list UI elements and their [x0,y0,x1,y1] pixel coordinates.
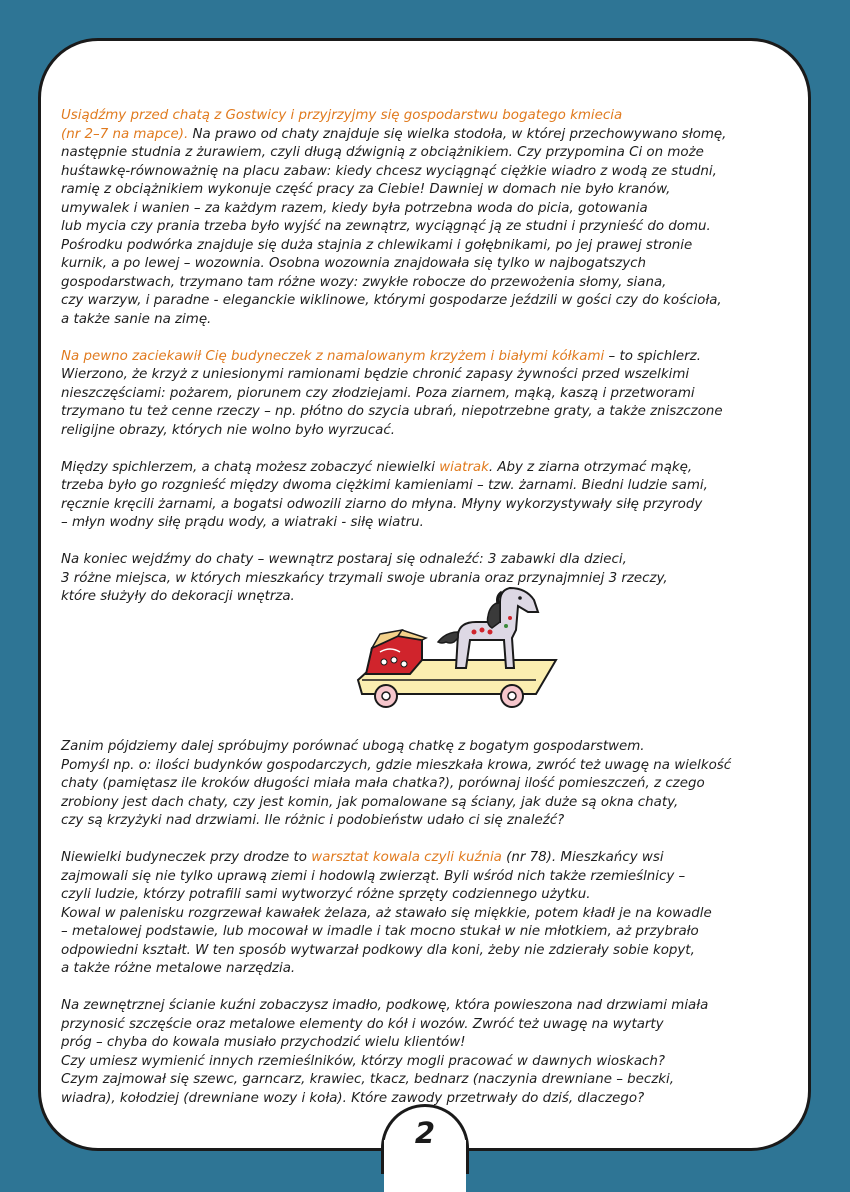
paragraph-cottage-task: Na koniec wejdźmy do chaty – wewnątrz postaraj się odnaleźć: 3 zabawki dla dzieci, 3 różne miejsca, w których mieszkańcy trzymali swoje ubrania oraz przynajmniej 3 rzeczy, które służyły do dekoracji wnętrza. [61,552,668,604]
toy-horse-cart-icon [350,582,560,722]
highlight-farmstead: Usiądźmy przed chatą z Gostwicy i przyjrzyjmy się gospodarstwu bogatego kmiecia (nr 2–7 na mapce). [61,108,623,142]
paragraph-windmill: Między spichlerzem, a chatą możesz zobaczyć niewielki wiatrak. Aby z ziarna otrzymać mąkę, trzeba było go rozgnieść między dwoma ciężkimi kamieniami – tzw. żarnami. Biedni ludzie sami, ręcznie kręcili żarnami, a bogatsi odwozili ziarno do młyna. Młyny wykorzystywały siłę przyrody – młyn wodny siłę prądu wody, a wiatraki - siłę wiatru. [61,459,708,530]
text-section-bottom [61,738,801,1127]
paragraph-craftsmen: Na zewnętrznej ścianie kuźni zobaczysz imadło, podkowę, która powieszona nad drzwiami miała przynosić szczęście oraz metalowe elementy do kół i wozów. Zwróć też uwagę na wytarty próg – chyba do kowala musiało przychodzić wielu klientów! Czy umiesz wymienić innych rzemieślników, którzy mogli pracować w dawnych wioskach? Czym zajmował się szewc, garncarz, krawiec, tkacz, bednarz (naczynia drewniane – beczki, wiadra), kołodziej (drewniane wozy i koła). Które zawody przetrwały do dziś, dlaczego? [61,998,709,1106]
highlight-forge: warsztat kowala czyli kuźnia [311,850,502,865]
paragraph-forge: Niewielki budyneczek przy drodze to warsztat kowala czyli kuźnia (nr 78). Mieszkańcy wsi zajmowali się nie tylko uprawą ziemi i hodowlą zwierząt. Byli wśród nich także rzemieślnicy – czyli ludzie, którzy potrafili sami wytworzyć różne sprzęty codziennego użytku. Kowal w palenisku rozgrzewał kawałek żelaza, aż stawało się miękkie, potem kładł je na kowadle – metalowej podstawie, lub mocował w imadle i tak mocno stukał w nie młotkiem, aż przybrało odpowiedni kształt. W ten sposób wytwarzał podkowy dla koni, żeby nie zdzierały sobie kopyt, a także różne metalowe narzędzia. [61,850,712,976]
highlight-windmill: wiatrak [439,459,489,475]
paragraph-granary: Na pewno zaciekawił Cię budyneczek z namalowanym krzyżem i białymi kółkami – to spichlerz. Wierzono, że krzyż z uniesionymi ramionami będzie chronić zapasy żywności przed wszelkimi nieszczęściami: pożarem, piorunem czy złodziejami. Poza ziarnem, mąką, kaszą i przetworami trzymano tu też cenne rzeczy – np. płótno do szycia ubrań, niepotrzebne graty, a także zniszczone religijne obrazy, których nie wolno było wyrzucać. [61,348,723,438]
paragraph-comparison: Zanim pójdziemy dalej spróbujmy porównać ubogą chatkę z bogatym gospodarstwem. Pomyśl np. o: ilości budynków gospodarczych, gdzie mieszkała krowa, zwróć też uwagę na wielkość chaty (pamiętasz ile kroków długości miała mała chatka?), porównaj ilość pomieszczeń, z czego zrobiony jest dach chaty, czy jest komin, jak pomalowane są ściany, jak duże są okna chaty, czy są krzyżyki nad drzwiami. Ile różnic i podobieństw udało ci się znaleźć? [61,739,732,828]
page-number: 2 [414,1116,436,1150]
text-section-top [61,107,801,625]
paragraph-farmstead: Usiądźmy przed chatą z Gostwicy i przyjrzyjmy się gospodarstwu bogatego kmiecia (nr 2–7 na mapce). Na prawo od chaty znajduje się wielka stodoła, w której przechowywano słomę, następnie studnia z żurawiem, czyli długą dźwignią z obciążnikiem. Czy przypomina Ci on może huśtawkę-równoważnię na placu zabaw: kiedy chcesz wyciągnąć ciężkie wiadro z wodą ze studni, ramię z obciążnikiem wykonuje część pracy za Ciebie! Dawniej w domach nie było kranów, umywalek i wanien – za każdym razem, kiedy była potrzebna woda do picia, gotowania lub mycia czy prania trzeba było wyjść na zewnątrz, wyciągnąć ją ze studni i przynieść do domu. Pośrodku podwórka znajduje się duża stajnia z chlewikami i gołębnikami, po jej prawej stronie kurnik, a po lewej – wozownia. Osobna wozownia znajdowała się tylko w najbogatszych gospodarstwach, trzymano tam różne wozy: zwykłe robocze do przewożenia słomy, siana, czy warzyw, i paradne - eleganckie wiklinowe, którymi gospodarze jeździli w gości czy do kościoła, a także sanie na zimę. [61,108,727,327]
highlight-granary: Na pewno zaciekawił Cię budyneczek z namalowanym krzyżem i białymi kółkami [61,348,605,364]
